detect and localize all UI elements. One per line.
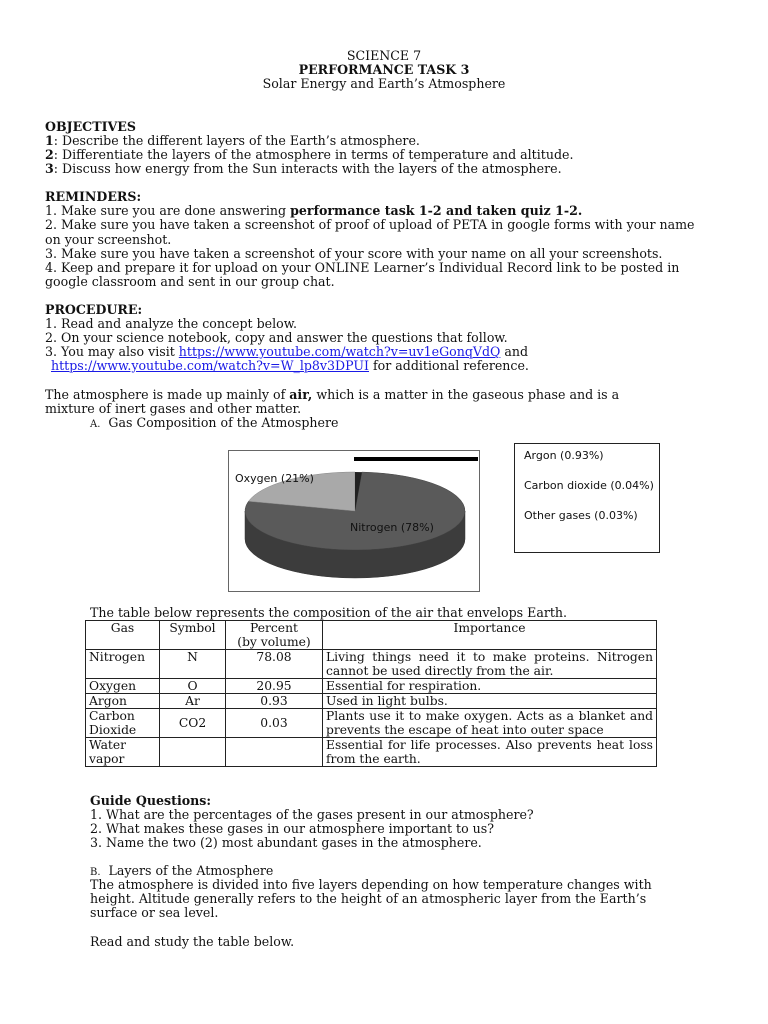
table-row <box>86 650 657 679</box>
cell-importance: Plants use it to make oxygen. Acts as a blanket and prevents the escape of heat into outer space <box>323 709 657 738</box>
task-subtitle: Solar Energy and Earth’s Atmosphere <box>262 76 506 91</box>
label-nitrogen: Nitrogen (78%) <box>350 521 434 534</box>
objective-3: 3: Discuss how energy from the Sun interacts with the layers of the atmosphere. <box>45 161 562 176</box>
legend-argon: Argon (0.93%) <box>524 449 604 462</box>
reminders-heading: REMINDERS: <box>45 189 142 204</box>
chart-legend <box>514 443 660 553</box>
section-b-para-2: height. Altitude generally refers to the height of an atmospheric layer from the Earth’s <box>90 891 647 906</box>
cell-gas: Water vapor <box>86 738 160 767</box>
guide-question-1: 1. What are the percentages of the gases present in our atmosphere? <box>90 807 534 822</box>
reminder-2-line1: 2. Make sure you have taken a screenshot of proof of upload of PETA in google forms with your name <box>45 217 695 232</box>
cell-symbol: N <box>160 650 226 679</box>
table-row <box>86 694 657 709</box>
label-oxygen: Oxygen (21%) <box>235 472 314 485</box>
cell-importance: Used in light bulbs. <box>323 694 657 709</box>
header-importance: Importance <box>323 621 657 650</box>
cell-symbol: O <box>160 679 226 694</box>
table-intro: The table below represents the composition of the air that envelops Earth. <box>90 605 568 620</box>
header-percent: Percent (by volume) <box>226 621 323 650</box>
cell-importance: Essential for life processes. Also prevents heat loss from the earth. <box>323 738 657 767</box>
cell-percent: 20.95 <box>226 679 323 694</box>
reminder-2-line2: on your screenshot. <box>45 232 172 247</box>
cell-symbol: CO2 <box>160 709 226 738</box>
task-title: PERFORMANCE TASK 3 <box>298 62 470 77</box>
cell-percent: 0.03 <box>226 709 323 738</box>
youtube-link-2[interactable]: https://www.youtube.com/watch?v=W_lp8v3DPUI <box>51 358 369 373</box>
objective-1: 1: Describe the different layers of the Earth’s atmosphere. <box>45 133 420 148</box>
reminder-1: 1. Make sure you are done answering performance task 1-2 and taken quiz 1-2. <box>45 203 583 218</box>
cell-symbol <box>160 738 226 767</box>
youtube-link-1[interactable]: https://www.youtube.com/watch?v=uv1eGonqVdQ <box>178 344 501 359</box>
table-row <box>86 709 657 738</box>
cell-percent: 0.93 <box>226 694 323 709</box>
header-gas: Gas <box>86 621 160 650</box>
pie-chart <box>228 450 478 590</box>
section-b-para-1: The atmosphere is divided into five layers depending on how temperature changes with <box>90 877 652 892</box>
procedure-step-3-cont: https://www.youtube.com/watch?v=W_lp8v3DPUI for additional reference. <box>51 358 529 373</box>
reminder-4-line2: google classroom and sent in our group chat. <box>45 274 335 289</box>
objectives-heading: OBJECTIVES <box>45 119 136 134</box>
gas-table <box>85 620 657 767</box>
cell-gas: Carbon Dioxide <box>86 709 160 738</box>
objective-2: 2: Differentiate the layers of the atmosphere in terms of temperature and altitude. <box>45 147 574 162</box>
section-b-title: B. Layers of the Atmosphere <box>90 863 274 878</box>
procedure-step-1: 1. Read and analyze the concept below. <box>45 316 297 331</box>
guide-question-3: 3. Name the two (2) most abundant gases in the atmosphere. <box>90 835 482 850</box>
section-b-read: Read and study the table below. <box>90 934 295 949</box>
cell-importance: Living things need it to make proteins. Nitrogen cannot be used directly from the air. <box>323 650 657 679</box>
cell-symbol: Ar <box>160 694 226 709</box>
cell-gas: Argon <box>86 694 160 709</box>
guide-heading: Guide Questions: <box>90 793 212 808</box>
cell-gas: Nitrogen <box>86 650 160 679</box>
procedure-step-3: 3. You may also visit https://www.youtube.com/watch?v=uv1eGonqVdQ and <box>45 344 529 359</box>
cell-importance: Essential for respiration. <box>323 679 657 694</box>
legend-other-gases: Other gases (0.03%) <box>524 509 638 522</box>
reminder-3: 3. Make sure you have taken a screenshot of your score with your name on all your screenshots. <box>45 246 663 261</box>
cell-percent <box>226 738 323 767</box>
procedure-step-2: 2. On your science notebook, copy and answer the questions that follow. <box>45 330 508 345</box>
course-title: SCIENCE 7 <box>346 48 422 63</box>
cell-gas: Oxygen <box>86 679 160 694</box>
intro-line-1: The atmosphere is made up mainly of air, which is a matter in the gaseous phase and is a <box>45 387 620 402</box>
header-symbol: Symbol <box>160 621 226 650</box>
cell-percent: 78.08 <box>226 650 323 679</box>
procedure-heading: PROCEDURE: <box>45 302 143 317</box>
section-a-title: A. Gas Composition of the Atmosphere <box>90 415 339 430</box>
table-header-row <box>86 621 657 650</box>
section-b-para-3: surface or sea level. <box>90 905 219 920</box>
reminder-4-line1: 4. Keep and prepare it for upload on your ONLINE Learner’s Individual Record link to be posted in <box>45 260 680 275</box>
guide-question-2: 2. What makes these gases in our atmosphere important to us? <box>90 821 495 836</box>
table-row <box>86 679 657 694</box>
table-row <box>86 738 657 767</box>
legend-carbon-dioxide: Carbon dioxide (0.04%) <box>524 479 654 492</box>
intro-line-2: mixture of inert gases and other matter. <box>45 401 302 416</box>
